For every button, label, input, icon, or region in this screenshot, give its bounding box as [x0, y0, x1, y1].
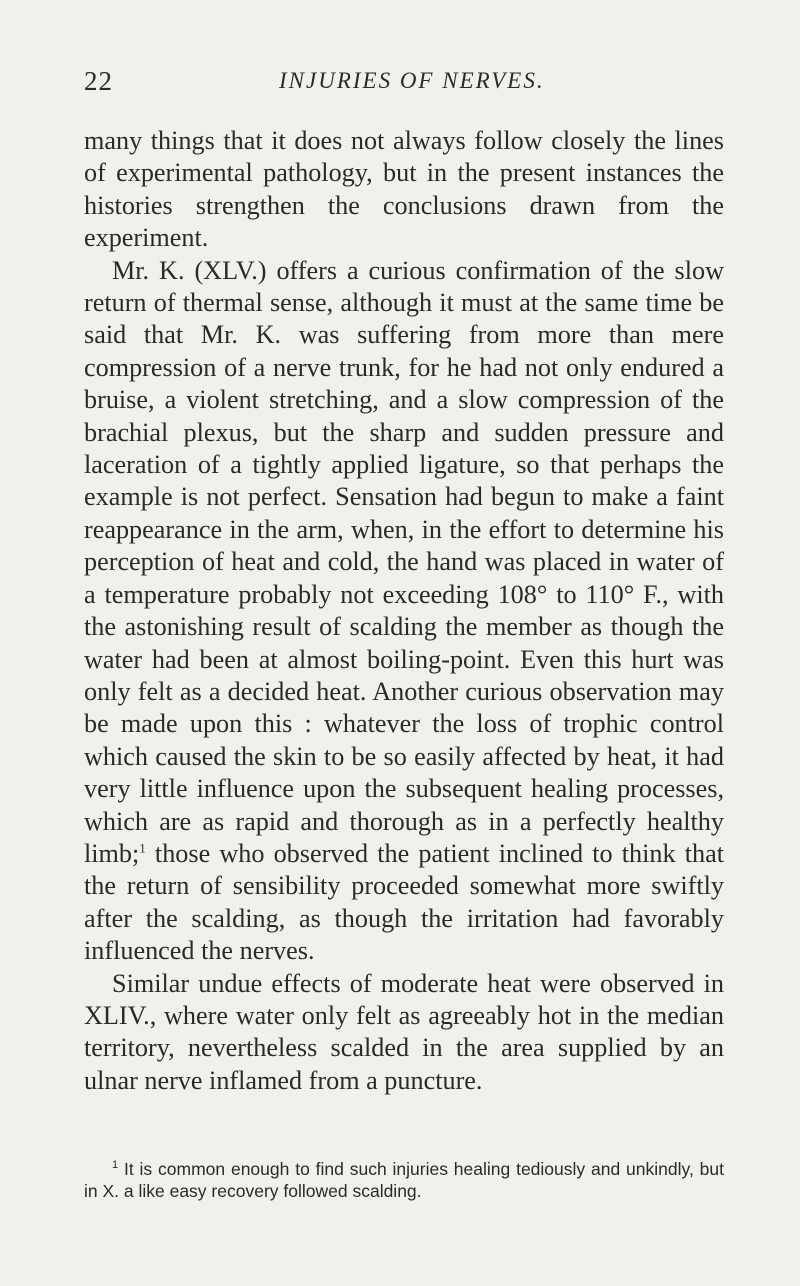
paragraph-continuation: many things that it does not always follow closely the lines of experimental pathology, but in the present instances the histories strengthen the conclusions drawn from the experiment. [84, 126, 724, 253]
page-number: 22 [84, 66, 113, 96]
footnote-text: It is common enough to find such injuries healing tediously and unkindly, but in X. a like easy recovery followed scalding. [84, 1159, 724, 1201]
footnote-marker: 1 [112, 1159, 119, 1172]
footnote [84, 1158, 724, 1202]
paragraph-similar-effects: Similar undue effects of moderate heat were observed in XLIV., where water only felt as agreeably hot in the median territory, nevertheless scalded in the area supplied by an ulnar nerve inflamed from a puncture. [84, 968, 724, 1095]
page-header [84, 66, 724, 106]
paragraph-mr-k-text: Mr. K. (XLV.) offers a curious confirmation of the slow return of thermal sense, although it must at the same time be said that Mr. K. was suffering from more than mere compression of a nerve trunk, for he had not only endured a bruise, a violent stretching, and a slow compression of the brachial plexus, but the sharp and sudden pressure and laceration of a tightly applied ligature, so that perhaps the example is not perfect. Sensation had begun to make a faint reappearance in the arm, when, in the effort to determine his perception of heat and cold, the hand was placed in water of a temperature probably not exceeding 108° to 110° F., with the astonishing result of scalding the member as though the water had been at almost boiling-point. Even this hurt was only felt as a decided heat. Another curious observation may be made upon this : whatever the loss of trophic control which caused the skin to be so easily affected by heat, it had very little influence upon the subsequent healing processes, which are as rapid and thorough as in a perfectly healthy limb; [84, 255, 724, 868]
body-text [84, 125, 724, 1097]
footnote-reference: 1 [139, 840, 146, 856]
paragraph-mr-k-continuation: those who observed the patient inclined to think that the return of sensibility proceeded somewhat more swiftly after the scalding, as though the irritation had favorably influenced the nerves. [84, 838, 724, 966]
running-title: INJURIES OF NERVES. [279, 68, 545, 93]
paragraph-mr-k [84, 255, 724, 968]
